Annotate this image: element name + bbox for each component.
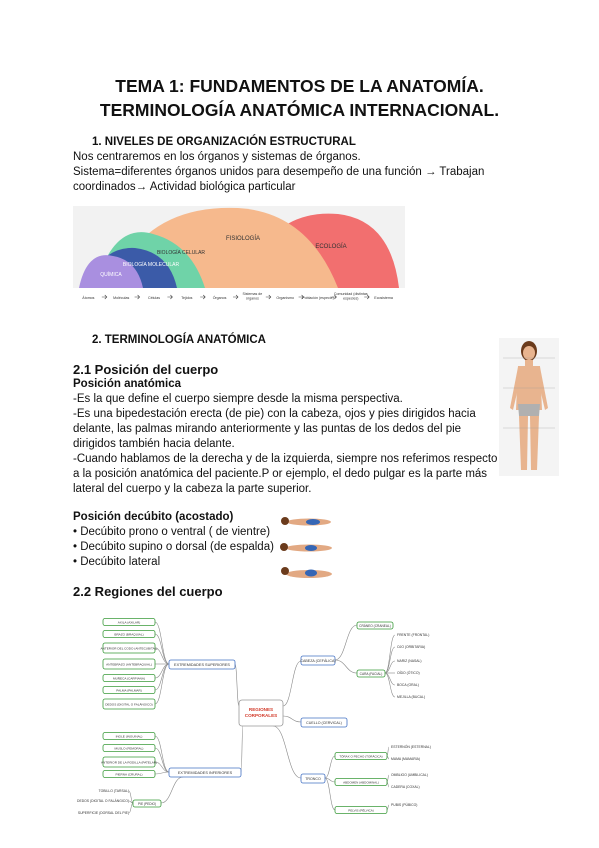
arc-label-ecologia: ECOLOGÍA [315, 244, 347, 250]
svg-text:ABDOMEN (ABDOMINAL): ABDOMEN (ABDOMINAL) [343, 780, 379, 785]
chain-level-7: Población (especie) [302, 296, 334, 300]
svg-text:INGLE (INGUINAL): INGLE (INGUINAL) [115, 734, 143, 739]
svg-text:EXTREMIDADES SUPERIORES: EXTREMIDADES SUPERIORES [174, 662, 230, 667]
posicion-line2: -Es una bipedestación erecta (de pie) con la cabeza, ojos y pies dirigidos hacia [73, 408, 476, 420]
branch-tronco [301, 774, 325, 783]
svg-text:CARA (FACIAL): CARA (FACIAL) [359, 671, 383, 676]
face-leaf-0: FRENTE (FRONTAL) [397, 633, 430, 637]
sup-leaf-3 [103, 659, 155, 669]
svg-text:TÓRAX O PECHO (TORÁCICA): TÓRAX O PECHO (TORÁCICA) [339, 754, 383, 759]
prone-figure [281, 517, 331, 526]
chain-level-9: Ecosistema [374, 296, 393, 300]
chain-level-8: Comunidad (distintas especies) [333, 292, 368, 301]
arc-label-quimica: QUÍMICA [100, 272, 122, 278]
face-leaf-3: OÍDO (ÓTICO) [397, 671, 420, 675]
head-cara [357, 670, 385, 677]
branch-cuello [301, 718, 347, 727]
trunk-leaf-2: OMBLIGO (UMBILICAL) [391, 773, 428, 777]
svg-text:AXILA (AXILAR): AXILA (AXILAR) [117, 620, 141, 625]
section1-line3: coordinados→ Actividad biológica particular [73, 181, 296, 193]
svg-text:BRAZO (BRAQUIAL): BRAZO (BRAQUIAL) [114, 632, 144, 637]
sup-leaf-2 [101, 643, 158, 653]
anatomical-position-figure [499, 338, 559, 476]
decubito-figures [277, 508, 341, 584]
svg-text:MUSLO (FEMORAL): MUSLO (FEMORAL) [114, 746, 144, 751]
branch-ext-superiores [169, 660, 235, 669]
chain-level-4: Órganos [212, 296, 227, 300]
decubito-item-supino: • Decúbito supino o dorsal (de espalda) [73, 541, 274, 553]
posicion-line7: lateral del cuerpo y la cabeza la parte superior. [73, 483, 312, 495]
arc-label-fisiologia: FISIOLOGÍA [225, 236, 261, 242]
chain-level-1: Moléculas [113, 296, 130, 300]
chain-level-0: Átomos [82, 296, 95, 300]
inf-leaf-0 [103, 733, 155, 740]
chain-level-3: Tejidos [181, 296, 193, 300]
map-center [239, 700, 283, 726]
face-leaf-1: OJO (ORBITARIA) [397, 645, 426, 649]
posicion-line1: -Es la que define el cuerpo siempre desde la misma perspectiva. [73, 393, 403, 405]
chain-level-6: Organismo [276, 296, 294, 300]
trunk-leaf-4: PUBIS (PÚBICO) [391, 803, 418, 807]
arc-label-biologia-molecular: BIOLOGÍA MOLECULAR [122, 262, 180, 268]
head-craneo [357, 622, 393, 629]
subsection-2-1-heading: 2.1 Posición del cuerpo [73, 362, 219, 377]
pie-leaf-1: DEDOS (DIGITAL O FALÁNGICO) [77, 799, 129, 803]
svg-text:PALMA (PALMAR): PALMA (PALMAR) [116, 688, 142, 693]
inf-leaf-3 [103, 771, 155, 778]
posicion-anatomica-heading: Posición anatómica [73, 378, 182, 390]
branch-pie [133, 800, 161, 807]
posicion-line4: dirigidos también hacia delante. [73, 438, 235, 450]
trunk-leaf-1: MAMA (MAMARIA) [391, 757, 421, 761]
svg-text:TRONCO: TRONCO [305, 776, 321, 781]
sup-leaf-0 [103, 619, 155, 626]
sup-leaf-1 [103, 631, 155, 638]
svg-text:CRÁNEO (CRANEAL): CRÁNEO (CRANEAL) [359, 623, 391, 628]
svg-text:ANTERIOR DE LA RODILLA (PATELA: ANTERIOR DE LA RODILLA (PATELAR) [100, 760, 158, 765]
inf-leaf-2 [101, 757, 157, 767]
arc-label-biologia-celular: BIOLOGÍA CELULAR [156, 250, 206, 256]
face-leaf-2: NARIZ (NASAL) [397, 659, 422, 663]
subsection-2-2-heading: 2.2 Regiones del cuerpo [73, 584, 223, 599]
chain-level-5: Sistemas de órganos [242, 292, 263, 301]
svg-text:CABEZA (CEFÁLICA): CABEZA (CEFÁLICA) [300, 658, 336, 663]
organization-levels-figure [73, 206, 405, 306]
decubito-item-prono: • Decúbito prono o ventral ( de vientre) [73, 526, 271, 538]
svg-text:ANTERIOR DEL CODO (ANTECUBITAL: ANTERIOR DEL CODO (ANTECUBITAL) [100, 646, 158, 651]
pie-leaf-0: TOBILLO (TARSAL) [98, 789, 129, 793]
trunk-leaf-3: CADERA (COXAL) [391, 785, 420, 789]
body-regions-mindmap [73, 606, 435, 822]
page-title-line1: TEMA 1: FUNDAMENTOS DE LA ANATOMÍA. [115, 76, 484, 96]
section2-heading: 2. TERMINOLOGÍA ANATÓMICA [92, 334, 266, 346]
svg-text:MUÑECA (CARPIANA): MUÑECA (CARPIANA) [113, 676, 145, 681]
section1-line1: Nos centraremos en los órganos y sistemas de órganos. [73, 151, 361, 163]
section1-heading: 1. NIVELES DE ORGANIZACIÓN ESTRUCTURAL [92, 136, 356, 148]
trunk-leaf-0: ESTERNÓN (ESTERNAL) [391, 745, 431, 749]
page-title-line2: TERMINOLOGÍA ANATÓMICA INTERNACIONAL. [99, 100, 500, 120]
sup-leaf-4 [103, 675, 155, 682]
trunk-sub-2 [335, 807, 387, 814]
face-leaf-4: BOCA (ORAL) [397, 683, 419, 687]
supine-figure [280, 543, 332, 552]
svg-text:PELVIS (PÉLVICA): PELVIS (PÉLVICA) [348, 808, 374, 813]
trunk-sub-0 [335, 753, 387, 760]
face-leaf-5: MEJILLA (BUCAL) [397, 695, 426, 699]
pie-leaf-2: SUPERFICIE (DORSAL DEL PIE) [77, 811, 129, 815]
lateral-figure [281, 567, 332, 578]
posicion-line3: delante, las palmas mirando anteriormente y las puntas de los dedos del pie [73, 423, 462, 435]
svg-text:PIE (PEDIO): PIE (PEDIO) [137, 801, 157, 806]
trunk-sub-1 [335, 779, 387, 786]
posicion-line6: a la posición anatómica del paciente.P or ejemplo, el dedo pulgar es la parte más [73, 468, 488, 480]
sup-leaf-6 [103, 699, 155, 709]
sup-leaf-5 [103, 687, 155, 694]
decubito-item-lateral: • Decúbito lateral [73, 556, 161, 568]
svg-text:CUELLO (CERVICAL): CUELLO (CERVICAL) [306, 720, 342, 725]
branch-ext-inferiores [169, 768, 241, 777]
branch-cabeza [300, 656, 335, 665]
inf-leaf-1 [103, 745, 155, 752]
svg-text:REGIONESCORPORALES: REGIONES CORPORALES [244, 707, 278, 718]
svg-text:PIERNA (CRURAL): PIERNA (CRURAL) [115, 772, 143, 777]
svg-text:DEDOS (DIGITAL O FALÁNGICO): DEDOS (DIGITAL O FALÁNGICO) [105, 702, 153, 707]
svg-text:ANTEBRAZO (ANTEBRAQUIAL): ANTEBRAZO (ANTEBRAQUIAL) [106, 662, 152, 667]
posicion-line5: -Cuando hablamos de la derecha y de la izquierda, siempre nos referimos respecto [73, 453, 498, 465]
chain-level-2: Células [148, 296, 160, 300]
svg-text:EXTREMIDADES INFERIORES: EXTREMIDADES INFERIORES [177, 770, 233, 775]
section1-line2: Sistema=diferentes órganos unidos para desempeño de una función → Trabajan [73, 166, 485, 178]
decubito-heading: Posición decúbito (acostado) [73, 511, 234, 523]
